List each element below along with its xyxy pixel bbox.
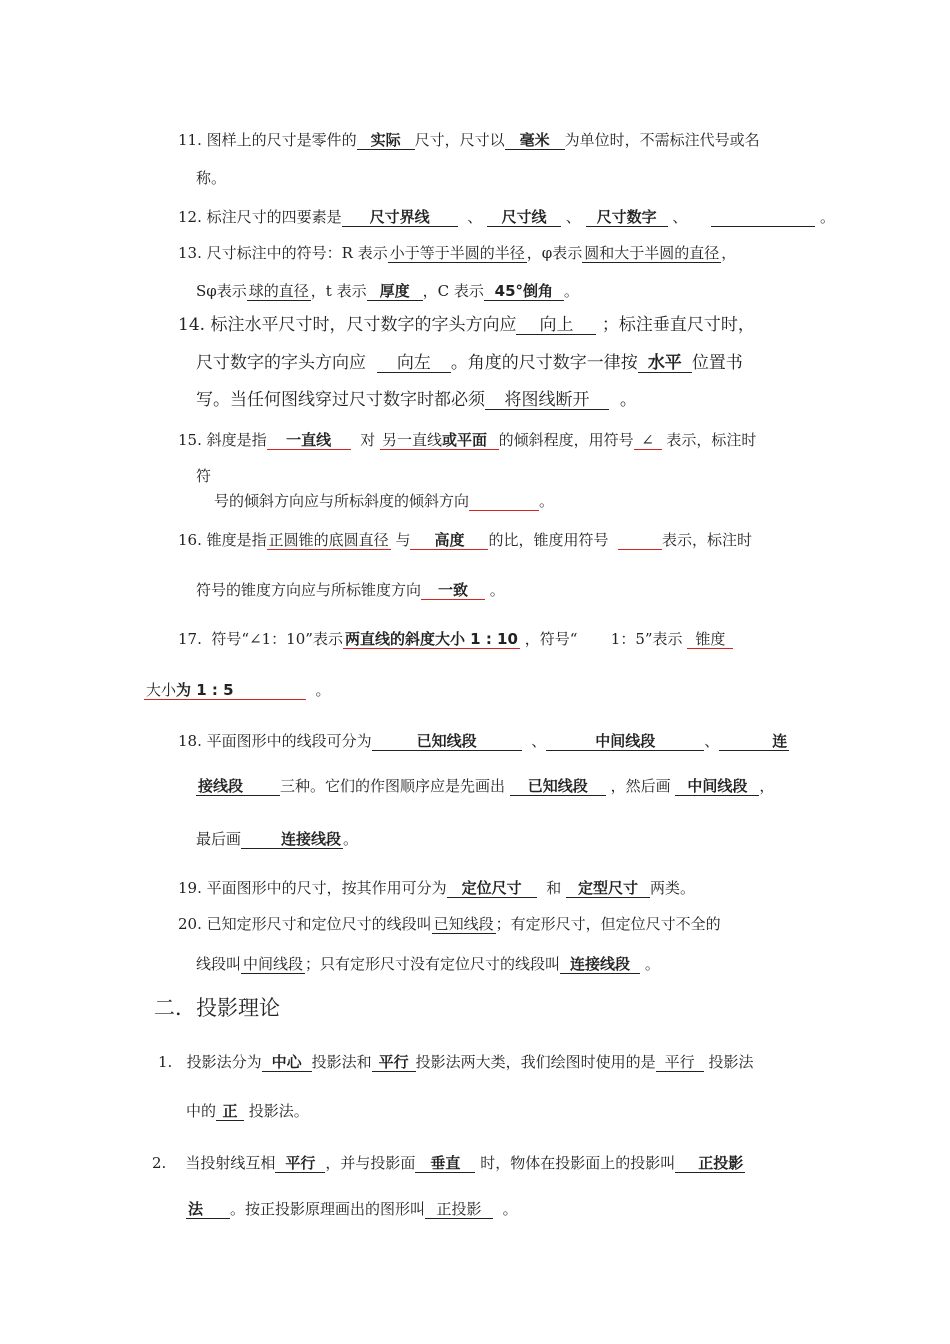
- q17-answer-2a: 锥度: [687, 630, 733, 649]
- q12-blank-4: [711, 208, 815, 227]
- q13-text-d: ，: [721, 244, 737, 262]
- q18-text-d: ，然后画: [610, 777, 671, 795]
- p2-answer-4: 正投影: [425, 1200, 493, 1219]
- q18-text-a: 平面图形中的线段可分为: [206, 732, 372, 750]
- p2-answer-2: 垂直: [415, 1154, 475, 1173]
- q17-answer-2b: 大小: [146, 681, 177, 699]
- q20-text-d: 线段叫: [196, 955, 242, 973]
- q12-answer-2: 尺寸线: [487, 208, 561, 227]
- q19-line1: [178, 878, 695, 898]
- q14-text-e: 。角度的尺寸数字一律按: [450, 353, 638, 373]
- q12-sep-2: 、: [565, 208, 581, 226]
- p1-number: 1.: [158, 1053, 173, 1071]
- q16-blank-3: [618, 531, 662, 550]
- p1-answer-4: 正: [216, 1102, 244, 1121]
- q13-answer-5: 45°倒角: [484, 282, 564, 301]
- q14-text-a: 标注水平尺寸时，尺寸数字的字头方向应: [210, 315, 517, 335]
- p1-line1: [158, 1052, 753, 1072]
- q15-text-c: 对: [360, 431, 376, 449]
- q12-sep-3: 、: [672, 208, 688, 226]
- q17-text-a: 符号“∠1：10”表示: [211, 630, 343, 648]
- q16-text-f: 符号的锥度方向应与所标锥度方向: [196, 581, 422, 599]
- q19-number: 19.: [178, 879, 202, 897]
- p1-text-e: 投影法: [708, 1053, 754, 1071]
- q18-answer-1: 已知线段: [372, 732, 522, 751]
- q16-number: 16.: [178, 531, 202, 549]
- q20-number: 20.: [178, 915, 202, 933]
- q18-answer-6: 连接线段: [241, 830, 343, 849]
- q14-text-c: ；标注垂直尺寸时，: [601, 315, 755, 335]
- q17-text-c: ，符号“: [524, 630, 578, 648]
- q12-number: 12.: [178, 208, 202, 226]
- q16-text-a: 锥度是指: [206, 531, 267, 549]
- q14-line1: [178, 315, 755, 335]
- q16-answer-2: 高度: [410, 531, 488, 550]
- p2-text-a: 当投射线互相: [185, 1154, 276, 1172]
- q14-text-d: 尺寸数字的字头方向应: [196, 353, 366, 373]
- q20-answer-3: 连接线段: [560, 955, 640, 974]
- p1-answer-3: 平行: [656, 1053, 704, 1072]
- q15-text-f: 符: [196, 467, 212, 485]
- q13-line2: [196, 281, 579, 301]
- q11-number: 11.: [178, 131, 202, 149]
- q14-text-f: 位置书: [691, 353, 743, 373]
- q18-text-f: 最后画: [196, 830, 242, 848]
- q15-answer-2b: 或平面: [442, 431, 488, 449]
- q15-text-d: 的倾斜程度，用符号: [498, 431, 634, 449]
- q20-text-e: ；只有定形尺寸没有定位尺寸的线段叫: [305, 955, 561, 973]
- q17-answer-1: 两直线的斜度大小 1 : 10: [344, 630, 518, 648]
- q13-text-f: ，t 表示: [310, 282, 367, 300]
- q12-sep-1: 、: [467, 208, 483, 226]
- q19-text-c: 和: [546, 879, 562, 897]
- p1-answer-1: 中心: [262, 1053, 312, 1072]
- q20-text-c: ；有定形尺寸，但定位尺寸不全的: [495, 915, 721, 933]
- q17-line1: [178, 629, 733, 649]
- q18-answer-4: 已知线段: [510, 777, 606, 796]
- p1-text-f: 中的: [186, 1102, 217, 1120]
- q17-number: 17.: [178, 630, 202, 648]
- p1-text-d: 投影法两大类，我们绘图时使用的是: [415, 1053, 656, 1071]
- p2-text-e: 。按正投影原理画出的图形叫: [230, 1200, 426, 1218]
- q11-answer-2: 毫米: [505, 131, 565, 150]
- q20-text-a: 已知定形尺寸和定位尺寸的线段叫: [206, 915, 432, 933]
- q13-text-c: ，φ表示: [526, 244, 583, 262]
- q18-line2: [196, 776, 774, 796]
- q12-text-a: 标注尺寸的四要素是: [206, 208, 342, 226]
- q14-answer-2: 向左: [377, 354, 451, 373]
- section-2-heading: 二．投影理论: [154, 996, 280, 1020]
- q12-answer-3: 尺寸数字: [586, 208, 668, 227]
- q13-text-h: 。: [563, 282, 579, 300]
- q15-number: 15.: [178, 431, 202, 449]
- q15-answer-2: [380, 431, 499, 450]
- q17-text-d: 1：5”表示: [610, 630, 683, 648]
- p2-answer-3a: 正投影: [675, 1154, 745, 1173]
- p2-text-c: ，并与投影面: [325, 1154, 416, 1172]
- p2-text-f: 。: [502, 1200, 518, 1218]
- q15-answer-1: 一直线: [267, 431, 351, 450]
- q11-text-d: 为单位时，不需标注代号或名: [564, 131, 760, 149]
- q14-answer-4: 将图线断开: [485, 391, 609, 410]
- q18-line1: [178, 731, 789, 751]
- q18-answer-5: 中间线段: [675, 777, 759, 796]
- p2-answer-1: 平行: [275, 1154, 325, 1173]
- q15-line1: [178, 430, 756, 450]
- q16-line2: [196, 580, 505, 600]
- p1-text-g: 投影法。: [248, 1102, 309, 1120]
- p2-answer-3b: 法: [186, 1200, 230, 1219]
- q16-text-g: 。: [489, 581, 505, 599]
- q14-line2: [196, 353, 743, 373]
- q18-number: 18.: [178, 732, 202, 750]
- q20-text-f: 。: [644, 955, 660, 973]
- q13-answer-2: 圆和大于半圆的直径: [584, 244, 720, 262]
- q13-answer-1: 小于等于半圆的半径: [389, 244, 525, 262]
- q16-text-c: 与: [395, 531, 411, 549]
- q18-answer-3b: 接线段: [196, 777, 280, 796]
- q18-text-c: 三种。它们的作图顺序应是先画出: [280, 777, 506, 795]
- q15-text-e: 表示，标注时: [666, 431, 757, 449]
- q13-text-e: Sφ表示: [196, 282, 247, 300]
- q14-answer-3: 水平: [638, 354, 692, 373]
- q14-number: 14.: [178, 315, 206, 335]
- q18-line3: [196, 829, 358, 849]
- q11-text-a: 图样上的尺寸是零件的: [206, 131, 357, 149]
- q18-sep-1: 、: [531, 732, 547, 750]
- q20-answer-2: 中间线段: [243, 955, 304, 973]
- q17-line2: [144, 680, 331, 700]
- q15-text-h: 。: [539, 492, 555, 510]
- q15-text-a: 斜度是指: [206, 431, 267, 449]
- q13-number: 13.: [178, 244, 202, 262]
- q14-text-g: 写。当任何图线穿过尺寸数字时都必须: [196, 390, 485, 410]
- q11-line2: [196, 168, 226, 188]
- q13-text-a: 尺寸标注中的符号：R 表示: [206, 244, 388, 262]
- p2-text-d: 时，物体在投影面上的投影叫: [480, 1154, 676, 1172]
- q15-answer-2a: 另一直线: [382, 431, 443, 449]
- q11-text-c: 尺寸，尺寸以: [414, 131, 505, 149]
- p2-number: 2.: [152, 1154, 167, 1172]
- q18-sep-2: 、: [704, 732, 720, 750]
- q12-answer-1: 尺寸界线: [342, 208, 458, 227]
- q14-line3: [196, 390, 637, 410]
- q15-line2: [196, 466, 211, 486]
- q13-text-g: ，C 表示: [422, 282, 484, 300]
- q17-answer-2: [144, 681, 306, 700]
- p2-line1: [152, 1153, 745, 1173]
- q20-answer-1: 已知线段: [433, 915, 494, 933]
- q19-text-d: 两类。: [650, 879, 696, 897]
- q20-line2: [196, 954, 660, 974]
- q12-end: 。: [820, 208, 836, 226]
- q15-text-g: 号的倾斜方向应与所标斜度的倾斜方向: [214, 492, 470, 510]
- q12-line1: [178, 207, 835, 227]
- p1-answer-2: 平行: [372, 1053, 416, 1072]
- q15-answer-3: ∠: [634, 431, 662, 450]
- q19-answer-2: 定型尺寸: [566, 879, 650, 898]
- q13-answer-4: 厚度: [367, 282, 423, 301]
- q16-answer-3: 一致: [421, 581, 485, 600]
- q11-answer-1: 实际: [357, 131, 415, 150]
- q20-line1: [178, 914, 721, 934]
- q16-text-e: 表示，标注时: [662, 531, 753, 549]
- q16-line1: [178, 530, 752, 550]
- q16-answer-1: 正圆锥的底圆直径: [268, 531, 389, 549]
- q11-line1: [178, 130, 760, 150]
- q14-answer-1: 向上: [516, 316, 596, 335]
- q15-line3: [214, 491, 554, 511]
- q18-text-e: ，: [759, 777, 775, 795]
- q14-text-h: 。: [619, 390, 637, 410]
- q18-answer-2: 中间线段: [546, 732, 704, 751]
- p1-text-a: 投影法分为: [186, 1053, 262, 1071]
- q13-line1: [178, 243, 736, 263]
- q18-text-g: 。: [343, 830, 359, 848]
- q19-answer-1: 定位尺寸: [447, 879, 537, 898]
- q13-answer-3: 球的直径: [248, 282, 309, 300]
- q19-text-a: 平面图形中的尺寸，按其作用可分为: [206, 879, 447, 897]
- q15-blank-4: [469, 492, 539, 511]
- p2-line2: [186, 1199, 518, 1219]
- q17-answer-2c: 为 1 : 5: [176, 681, 234, 699]
- q17-text-e: 。: [315, 681, 331, 699]
- q11-text-e: 称。: [196, 169, 227, 187]
- p1-text-c: 投影法和: [311, 1053, 372, 1071]
- q18-answer-3a: 连: [719, 732, 789, 751]
- p1-line2: [186, 1101, 309, 1121]
- q16-text-d: 的比，锥度用符号: [488, 531, 609, 549]
